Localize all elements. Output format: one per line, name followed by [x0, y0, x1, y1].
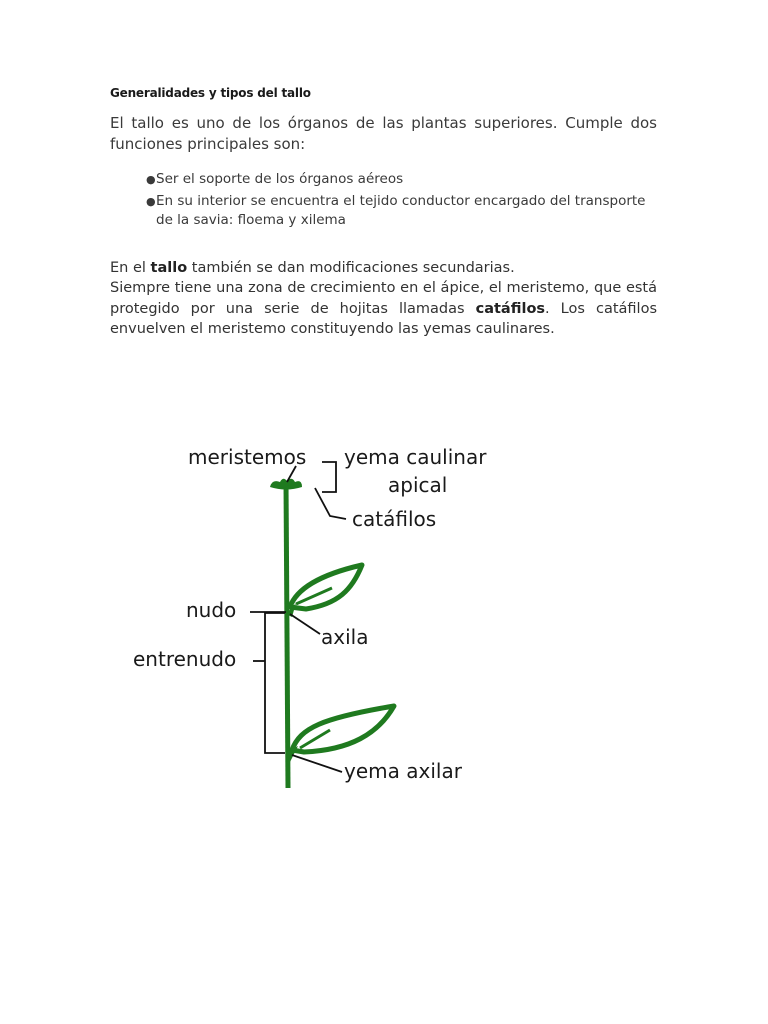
stem [286, 482, 288, 788]
label-yema-axilar: yema axilar [344, 759, 462, 783]
entrenudo-bracket [265, 613, 285, 753]
label-apical: apical [388, 473, 448, 497]
axila-pointer [290, 614, 320, 634]
apical-bud-icon [270, 479, 302, 490]
label-catafilos: catáfilos [352, 507, 437, 531]
yema-caulinar-bracket [322, 462, 336, 492]
label-meristemos: meristemos [188, 445, 307, 469]
label-nudo: nudo [186, 598, 237, 622]
p2-line2-pre: Siempre tiene una zona de crecimiento en el ápice, el meristemo, que está protegido por una serie de hojitas llamadas [110, 280, 657, 317]
bullet-icon: ● [146, 173, 156, 186]
list-item-text: Ser el soporte de los órganos aéreos [156, 171, 404, 187]
intro-paragraph: El tallo es uno de los órganos de las plantas superiores. Cumple dos funciones principales son: [110, 114, 657, 153]
p2-bold-tallo: tallo [150, 260, 188, 276]
label-yema-caulinar: yema caulinar [344, 445, 487, 469]
p2-line1-post: también se dan modificaciones secundarias. [187, 260, 515, 276]
p2-line2-post: . Los catáfilos envuelven el meristemo constituyendo las yemas caulinares. [110, 300, 657, 337]
bullet-icon: ● [146, 195, 156, 208]
label-entrenudo: entrenudo [133, 647, 237, 671]
section-heading: Generalidades y tipos del tallo [110, 86, 311, 100]
label-axila: axila [321, 625, 369, 649]
p2-line1-pre: En el [110, 260, 151, 276]
yema-axilar-pointer [292, 755, 342, 772]
list-item-text: En su interior se encuentra el tejido conductor encargado del transporte de la savia: floema y xilema [156, 193, 646, 228]
p2-bold-catafilos: catáfilos [475, 300, 546, 317]
